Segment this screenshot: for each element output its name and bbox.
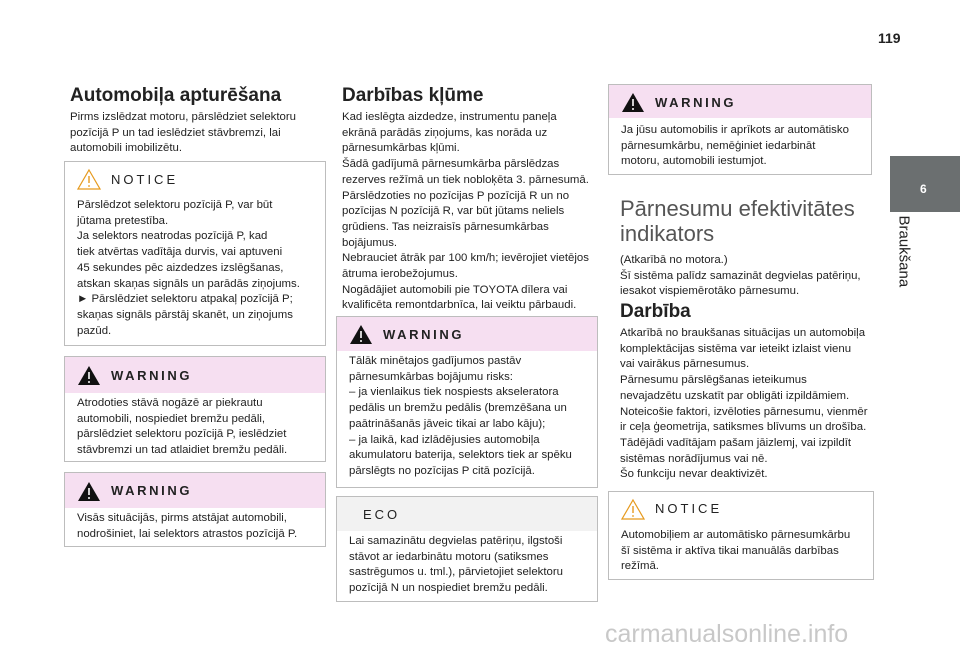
text-line: Šo funkciju nevar deaktivizēt. bbox=[620, 468, 768, 481]
warning-title: WARNING bbox=[655, 95, 737, 110]
section-heading-malfunction: Darbības kļūme bbox=[342, 85, 484, 106]
text-line: Tālāk minētajos gadījumos pastāv bbox=[349, 355, 522, 367]
notice-triangle-icon bbox=[621, 498, 645, 520]
eco-box bbox=[336, 496, 598, 602]
heading-line: Pārnesumu efektivitātes bbox=[620, 196, 855, 221]
text-line: ir ceļa ģeometrija, satiksmes blīvums un drošība. bbox=[620, 421, 867, 434]
text-line: Atrodoties stāvā nogāzē ar piekrautu bbox=[77, 397, 263, 409]
text-line: atskan skaņas signāls un parādās ziņojums. bbox=[77, 277, 300, 290]
text-line: Nebrauciet ātrāk par 100 km/h; ievērojiet vietējos bbox=[342, 252, 589, 265]
text-line: režīmā. bbox=[621, 560, 659, 573]
text-line: vai vairākus pārnesumus. bbox=[620, 358, 750, 371]
eco-body bbox=[349, 534, 589, 597]
page-number: 119 bbox=[878, 30, 901, 46]
text-line: komplektācijas sistēma var ieteikt izlaist vienu bbox=[620, 342, 852, 355]
warning-title: WARNING bbox=[111, 483, 193, 498]
warning-header bbox=[337, 317, 597, 351]
chapter-label bbox=[893, 215, 915, 308]
text-line: automobili, nospiediet bremžu pedāli, bbox=[77, 412, 266, 425]
text-line: pazūd. bbox=[77, 324, 112, 337]
text-line: Lai samazinātu degvielas patēriņu, ilgstoši bbox=[349, 535, 563, 547]
section-heading-operation: Darbība bbox=[620, 301, 691, 322]
text-line: Pārnesumu pārslēgšanas ieteikumus bbox=[620, 374, 807, 387]
chapter-tab[interactable] bbox=[890, 156, 960, 212]
text-line: Šī sistēma palīdz samazināt degvielas patēriņu, bbox=[620, 269, 861, 282]
text-line: tiek atvērtas vadītāja durvis, vai aptuveni bbox=[77, 246, 283, 259]
text-line: 45 sekundes pēc aizdedzes izslēgšanas, bbox=[77, 261, 284, 274]
text-line: Ja jūsu automobilis ir aprīkots ar automātisko bbox=[621, 124, 849, 136]
text-line: skaņas signāls pārstāj skanēt, un ziņojums bbox=[77, 308, 293, 321]
warning-box bbox=[64, 472, 326, 547]
text-line: – ja laikā, kad izlādējusies automobiļa bbox=[349, 433, 540, 446]
text-line: sastrēgumos u. tml.), pārvietojiet selektoru bbox=[349, 566, 563, 579]
warning-triangle-icon bbox=[77, 480, 101, 502]
text-line: ekrānā parādās ziņojums, kas norāda uz bbox=[342, 126, 548, 139]
chapter-label-text: Braukšana bbox=[895, 215, 913, 288]
warning-box bbox=[336, 316, 598, 488]
operation-text bbox=[620, 326, 882, 483]
watermark: carmanualsonline.info bbox=[605, 620, 849, 648]
warning-triangle-icon bbox=[77, 364, 101, 386]
text-line: Pirms izslēdzat motoru, pārslēdziet selektoru bbox=[70, 111, 296, 123]
text-line: Ja selektors neatrodas pozīcijā P, kad bbox=[77, 230, 268, 243]
malfunction-text bbox=[342, 110, 604, 314]
text-line: nodrošiniet, lai selektors atrastos pozīcijā P. bbox=[77, 527, 298, 540]
text-line: Tādējādi vadītājam pašam jāizlemj, vai izpildīt bbox=[620, 436, 852, 449]
heading-line: indikators bbox=[620, 221, 715, 246]
text-line: Visās situācijās, pirms atstājat automobili, bbox=[77, 512, 287, 524]
eco-title: ECO bbox=[363, 507, 401, 522]
gear-indicator-intro bbox=[620, 253, 880, 300]
text-line: kvalificēta remontdarbnīca, lai veiktu pārbaudi. bbox=[342, 299, 577, 312]
notice-header bbox=[609, 492, 873, 524]
text-line: grūdiens. Tas neizraisīs pārnesumkārbas bbox=[342, 220, 549, 233]
text-line: motoru, automobili iestumjot. bbox=[621, 155, 767, 168]
text-line: – ja vienlaikus tiek nospiests akseleratora bbox=[349, 386, 559, 399]
text-line: Pārslēdzoties no pozīcijas P pozīcijā R un no bbox=[342, 189, 570, 202]
text-line: bojājumus. bbox=[342, 236, 398, 249]
warning-body bbox=[349, 354, 589, 480]
text-line: ātruma ierobežojumus. bbox=[342, 268, 458, 281]
warning-title: WARNING bbox=[111, 368, 193, 383]
text-line: pārslēdziet selektoru pozīcijā P, ieslēdziet bbox=[77, 428, 287, 441]
text-line: pedālis un bremžu pedālis (bremzēšana un bbox=[349, 402, 567, 415]
text-line: Atkarībā no braukšanas situācijas un automobiļa bbox=[620, 327, 866, 339]
text-line: paātrināšanās jāveic tikai ar labo kāju); bbox=[349, 417, 546, 430]
text-line: sistēmas norādījumus vai nē. bbox=[620, 452, 768, 465]
notice-title: NOTICE bbox=[111, 172, 179, 187]
section-heading-stopping: Automobiļa apturēšana bbox=[70, 85, 282, 106]
warning-header bbox=[65, 473, 325, 508]
text-line: Automobiļiem ar automātisko pārnesumkārbu bbox=[621, 529, 851, 541]
eco-header bbox=[337, 497, 597, 531]
text-line: rezerves režīmā un tiek nobloķēta 3. pārnesumā. bbox=[342, 173, 589, 186]
text-line: Nogādājiet automobili pie TOYOTA dīlera vai bbox=[342, 283, 568, 296]
warning-box bbox=[608, 84, 872, 175]
text-line: pozīcijas N pozīcijā R, var būt jūtams neliels bbox=[342, 205, 565, 218]
text-line: Šādā gadījumā pārnesumkārba pārslēdzas bbox=[342, 158, 560, 171]
chapter-number: 6 bbox=[920, 182, 927, 196]
notice-box bbox=[64, 161, 326, 346]
warning-triangle-icon bbox=[349, 323, 373, 345]
text-line: Pārslēdzot selektoru pozīcijā P, var būt bbox=[77, 199, 273, 211]
notice-box bbox=[608, 491, 874, 580]
text-line: jūtama pretestība. bbox=[77, 214, 169, 227]
text-line: pārnesumkārbas bojājumu risks: bbox=[349, 370, 513, 383]
stopping-intro bbox=[70, 110, 330, 157]
text-line: Noteicošie faktori, izvēloties pārnesumu, vienmēr bbox=[620, 405, 868, 418]
text-line: pārnesumkārbas kļūmi. bbox=[342, 142, 460, 155]
notice-body bbox=[77, 198, 317, 339]
text-line: automobili imobilizētu. bbox=[70, 142, 183, 155]
text-line: pārslēgts no pozīcijas P citā pozīcijā. bbox=[349, 464, 535, 477]
text-line: Kad ieslēgta aizdedze, instrumentu paneļa bbox=[342, 111, 557, 123]
text-line: stāvbremzi un tad atlaidiet bremžu pedāli. bbox=[77, 444, 288, 457]
warning-box bbox=[64, 356, 326, 462]
warning-body bbox=[621, 123, 863, 170]
text-line: ► Pārslēdziet selektoru atpakaļ pozīcijā P; bbox=[77, 293, 293, 306]
text-line: šī sistēma ir aktīva tikai manuālās darbības bbox=[621, 544, 839, 557]
warning-header bbox=[65, 357, 325, 393]
text-line: pozīcijā P un tad ieslēdziet stāvbremzi, lai bbox=[70, 126, 281, 139]
text-line: pārnesumkārbu, nemēģiniet iedarbināt bbox=[621, 139, 816, 152]
text-line: akumulatoru baterija, selektors tiek ar spēku bbox=[349, 449, 572, 462]
warning-title: WARNING bbox=[383, 327, 465, 342]
warning-body bbox=[77, 511, 317, 542]
notice-title: NOTICE bbox=[655, 501, 723, 516]
notice-header bbox=[65, 162, 325, 196]
warning-header bbox=[609, 85, 871, 118]
warning-triangle-icon bbox=[621, 91, 645, 113]
text-line: iesakot vispiemērotāko pārnesumu. bbox=[620, 285, 800, 298]
text-line: pozīcijā N un nospiediet bremžu pedāli. bbox=[349, 582, 548, 595]
text-line: (Atkarībā no motora.) bbox=[620, 254, 728, 266]
text-line: nevajadzētu uzskatīt par obligāti izpildāmiem. bbox=[620, 389, 850, 402]
notice-triangle-icon bbox=[77, 168, 101, 190]
section-heading-gear-indicator bbox=[620, 196, 880, 246]
warning-body bbox=[77, 396, 317, 459]
notice-body bbox=[621, 528, 865, 575]
text-line: stāvot ar iedarbinātu motoru (satiksmes bbox=[349, 550, 549, 563]
